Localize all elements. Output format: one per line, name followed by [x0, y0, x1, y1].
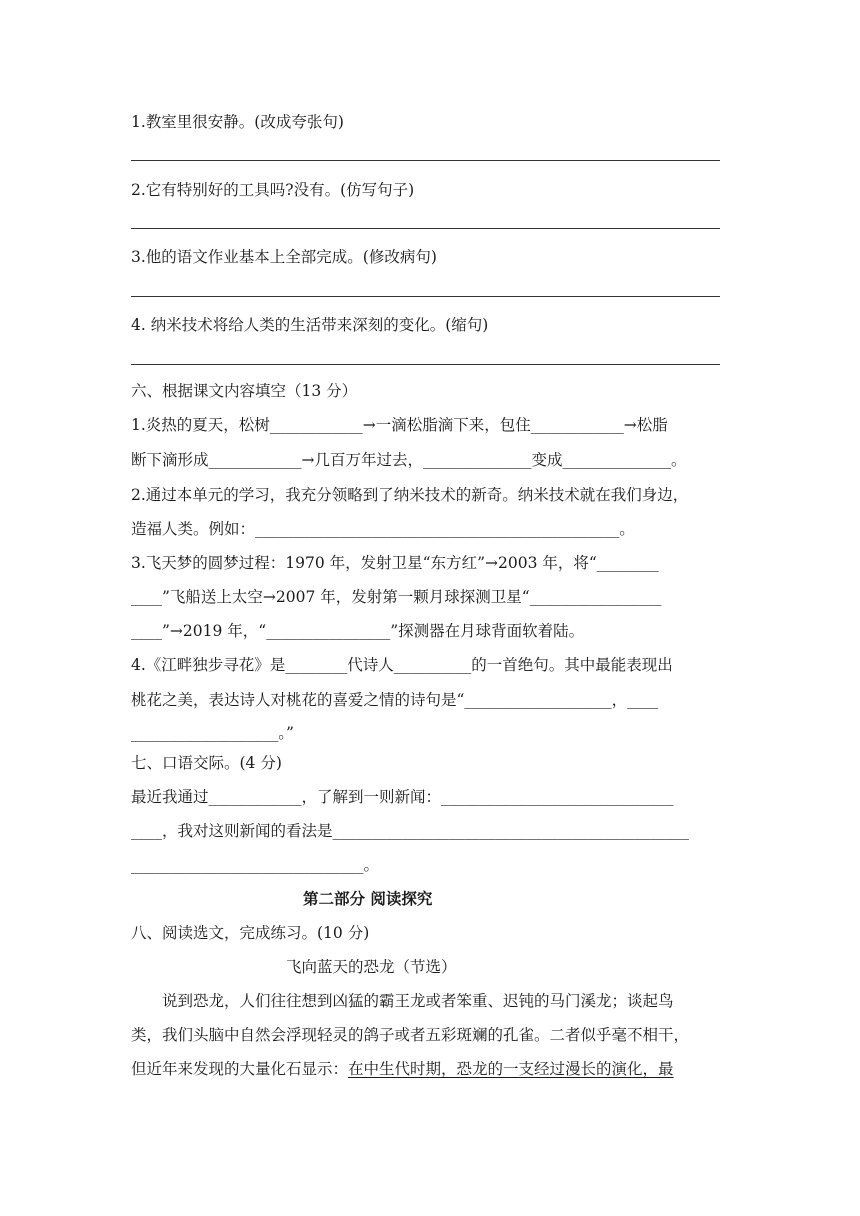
article-text-underlined: 在中生代时期，恐龙的一支经过漫长的演化，最: [348, 1060, 674, 1078]
oral-line-3: ______________________________。: [131, 856, 380, 874]
fill-line-6: ____”飞船送上太空→2007 年，发射第一颗月球探测卫星“_________________: [131, 588, 662, 606]
section-7-title: 七、口语交际。(4 分): [131, 754, 282, 772]
fill-line-5: 3.飞天梦的圆梦过程：1970 年，发射卫星“东方红”→2003 年，将“________: [131, 554, 659, 572]
question-2: 2.它有特别好的工具吗?没有。(仿写句子): [131, 181, 415, 199]
fill-line-10: ___________________。”: [131, 724, 294, 742]
article-paragraph-line-3: [131, 1058, 674, 1080]
part-2-title: 第二部分 阅读探究: [303, 889, 433, 908]
fill-line-8: 4.《江畔独步寻花》是________代诗人__________的一首绝句。其中最能表现出: [131, 656, 673, 674]
answer-line-2[interactable]: [131, 228, 720, 229]
fill-line-7: ____”→2019 年，“________________”探测器在月球背面软着陆。: [131, 622, 585, 640]
section-8-title: 八、阅读选文，完成练习。(10 分): [131, 924, 370, 942]
answer-line-3[interactable]: [131, 296, 720, 297]
question-1: 1.教室里很安静。(改成夸张句): [131, 113, 344, 131]
oral-line-2: ____，我对这则新闻的看法是______________________________________________: [131, 822, 690, 840]
section-6-title: 六、根据课文内容填空（13 分）: [131, 382, 358, 400]
fill-line-2: 断下滴形成____________→几百万年过去，______________变成______________。: [131, 451, 687, 469]
fill-line-3: 2.通过本单元的学习，我充分领略到了纳米技术的新奇。纳米技术就在我们身边，: [131, 486, 689, 504]
fill-line-4: 造福人类。例如：_______________________________________________。: [131, 520, 635, 538]
question-4: 4. 纳米技术将给人类的生活带来深刻的变化。(缩句): [131, 316, 489, 334]
article-paragraph-line-1: 说到恐龙，人们往往想到凶猛的霸王龙或者笨重、迟钝的马门溪龙；谈起鸟: [162, 992, 674, 1010]
answer-line-1[interactable]: [131, 160, 720, 161]
article-paragraph-line-2: 类，我们头脑中自然会浮现轻灵的鸽子或者五彩斑斓的孔雀。二者似乎毫不相干，: [131, 1026, 690, 1044]
fill-line-9: 桃花之美，表达诗人对桃花的喜爱之情的诗句是“___________________，____: [131, 691, 659, 709]
question-3: 3.他的语文作业基本上全部完成。(修改病句): [131, 248, 437, 266]
fill-line-1: 1.炎热的夏天，松树____________→一滴松脂滴下来，包住____________→松脂: [131, 416, 668, 434]
oral-line-1: 最近我通过____________，了解到一则新闻：______________________________: [131, 788, 674, 806]
answer-line-4[interactable]: [131, 364, 720, 365]
article-title: 飞向蓝天的恐龙（节选）: [286, 958, 457, 976]
article-text-plain: 但近年来发现的大量化石显示：: [131, 1060, 349, 1078]
